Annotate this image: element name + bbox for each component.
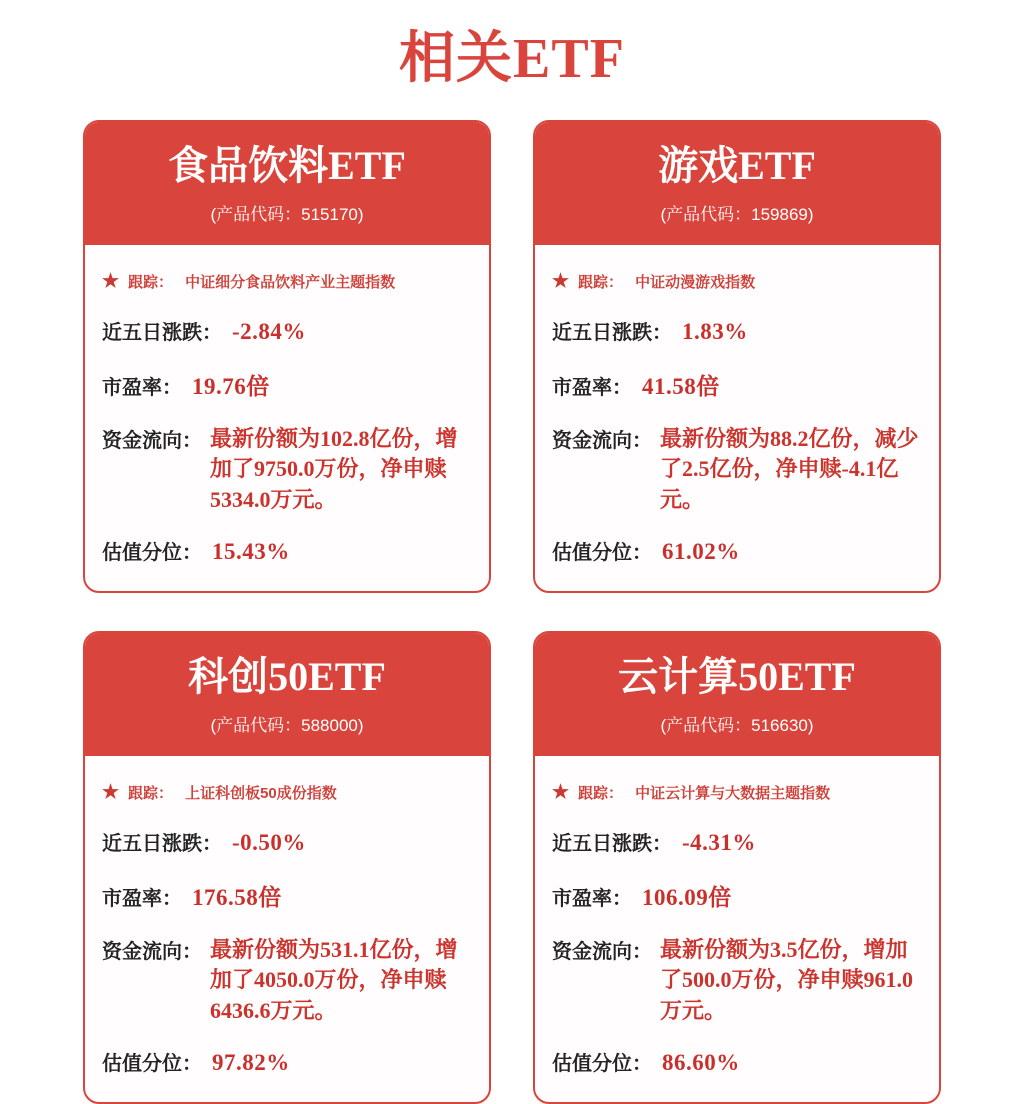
card-header (85, 633, 489, 756)
pe-ratio-row (102, 368, 475, 401)
fund-flow-label: 资金流向： (102, 430, 202, 452)
card-body (535, 756, 939, 1102)
card-body (535, 245, 939, 591)
card-header (535, 633, 939, 756)
fund-flow-text: 最新份额为531.1亿份，增加了4050.0万份，净申赎6436.6万元。 (210, 937, 458, 1023)
track-row (552, 782, 925, 803)
star-icon: ★ (102, 782, 120, 804)
pe-ratio-label: 市盈率： (102, 888, 182, 911)
card-header (535, 122, 939, 245)
etf-cards-grid (0, 120, 1024, 1104)
track-label: 跟踪： (128, 785, 174, 803)
track-index: 上证科创板50成份指数 (185, 785, 337, 803)
track-index: 中证细分食品饮料产业主题指数 (185, 274, 396, 291)
fund-flow-row (102, 935, 475, 1026)
valuation-percentile-row (552, 536, 925, 565)
etf-card-youxi (533, 120, 941, 593)
five-day-change-label: 近五日涨跌： (552, 322, 672, 344)
pe-ratio-label: 市盈率： (102, 377, 182, 399)
fund-flow-text: 最新份额为102.8亿份，增加了9750.0万份，净申赎5334.0万元。 (210, 426, 458, 512)
track-label: 跟踪： (578, 274, 624, 291)
card-header (85, 122, 489, 245)
five-day-change-value: -0.50% (232, 830, 306, 856)
valuation-percentile-value: 61.02% (662, 539, 740, 565)
fund-flow-text: 最新份额为88.2亿份，减少了2.5亿份，净申赎-4.1亿元。 (660, 426, 919, 512)
card-product-code: (产品代码：588000) (210, 716, 364, 736)
star-icon: ★ (552, 782, 570, 804)
five-day-change-label: 近五日涨跌： (102, 833, 222, 856)
fund-flow-row (102, 424, 475, 515)
five-day-change-row (552, 827, 925, 856)
star-icon: ★ (102, 271, 120, 292)
pe-ratio-value: 19.76倍 (192, 374, 270, 399)
fund-flow-row (552, 935, 925, 1026)
five-day-change-label: 近五日涨跌： (552, 833, 672, 856)
card-product-code: (产品代码：516630) (660, 716, 814, 736)
track-index: 中证动漫游戏指数 (635, 274, 756, 291)
etf-card-kechuang50 (83, 631, 491, 1104)
pe-ratio-row (102, 879, 475, 912)
valuation-percentile-value: 97.82% (212, 1050, 290, 1076)
card-title: 游戏ETF (658, 143, 816, 188)
valuation-percentile-label: 估值分位： (552, 1053, 652, 1076)
track-index: 中证云计算与大数据主题指数 (635, 785, 831, 803)
valuation-percentile-label: 估值分位： (102, 1053, 202, 1076)
fund-flow-label: 资金流向： (102, 941, 202, 964)
valuation-percentile-row (102, 536, 475, 565)
card-body (85, 756, 489, 1102)
etf-card-yunjisuan50 (533, 631, 941, 1104)
five-day-change-row (102, 827, 475, 856)
pe-ratio-row (552, 879, 925, 912)
card-body (85, 245, 489, 591)
five-day-change-label: 近五日涨跌： (102, 322, 222, 344)
star-icon: ★ (552, 271, 570, 292)
five-day-change-value: -4.31% (682, 830, 756, 856)
pe-ratio-value: 41.58倍 (642, 374, 720, 399)
card-title: 云计算50ETF (618, 654, 856, 700)
fund-flow-label: 资金流向： (552, 430, 652, 452)
card-product-code: (产品代码：515170) (210, 205, 364, 224)
valuation-percentile-value: 15.43% (212, 539, 290, 565)
five-day-change-value: -2.84% (232, 319, 306, 344)
pe-ratio-label: 市盈率： (552, 377, 632, 399)
pe-ratio-value: 176.58倍 (192, 885, 282, 911)
card-product-code: (产品代码：159869) (660, 205, 814, 224)
track-row (102, 271, 475, 292)
etf-card-shipinyinliao (83, 120, 491, 593)
fund-flow-label: 资金流向： (552, 941, 652, 964)
fund-flow-text: 最新份额为3.5亿份，增加了500.0万份，净申赎961.0万元。 (660, 937, 914, 1023)
valuation-percentile-label: 估值分位： (102, 542, 202, 565)
five-day-change-value: 1.83% (682, 319, 748, 344)
valuation-percentile-row (102, 1047, 475, 1076)
card-title: 食品饮料ETF (168, 143, 406, 188)
track-label: 跟踪： (578, 785, 624, 803)
track-row (102, 782, 475, 803)
track-label: 跟踪： (128, 274, 174, 291)
valuation-percentile-row (552, 1047, 925, 1076)
page-title: 相关ETF (399, 28, 625, 90)
track-row (552, 271, 925, 292)
pe-ratio-row (552, 368, 925, 401)
valuation-percentile-value: 86.60% (662, 1050, 740, 1076)
card-title: 科创50ETF (188, 654, 386, 700)
five-day-change-row (552, 316, 925, 345)
fund-flow-row (552, 424, 925, 515)
valuation-percentile-label: 估值分位： (552, 542, 652, 565)
pe-ratio-value: 106.09倍 (642, 885, 732, 911)
pe-ratio-label: 市盈率： (552, 888, 632, 911)
five-day-change-row (102, 316, 475, 345)
